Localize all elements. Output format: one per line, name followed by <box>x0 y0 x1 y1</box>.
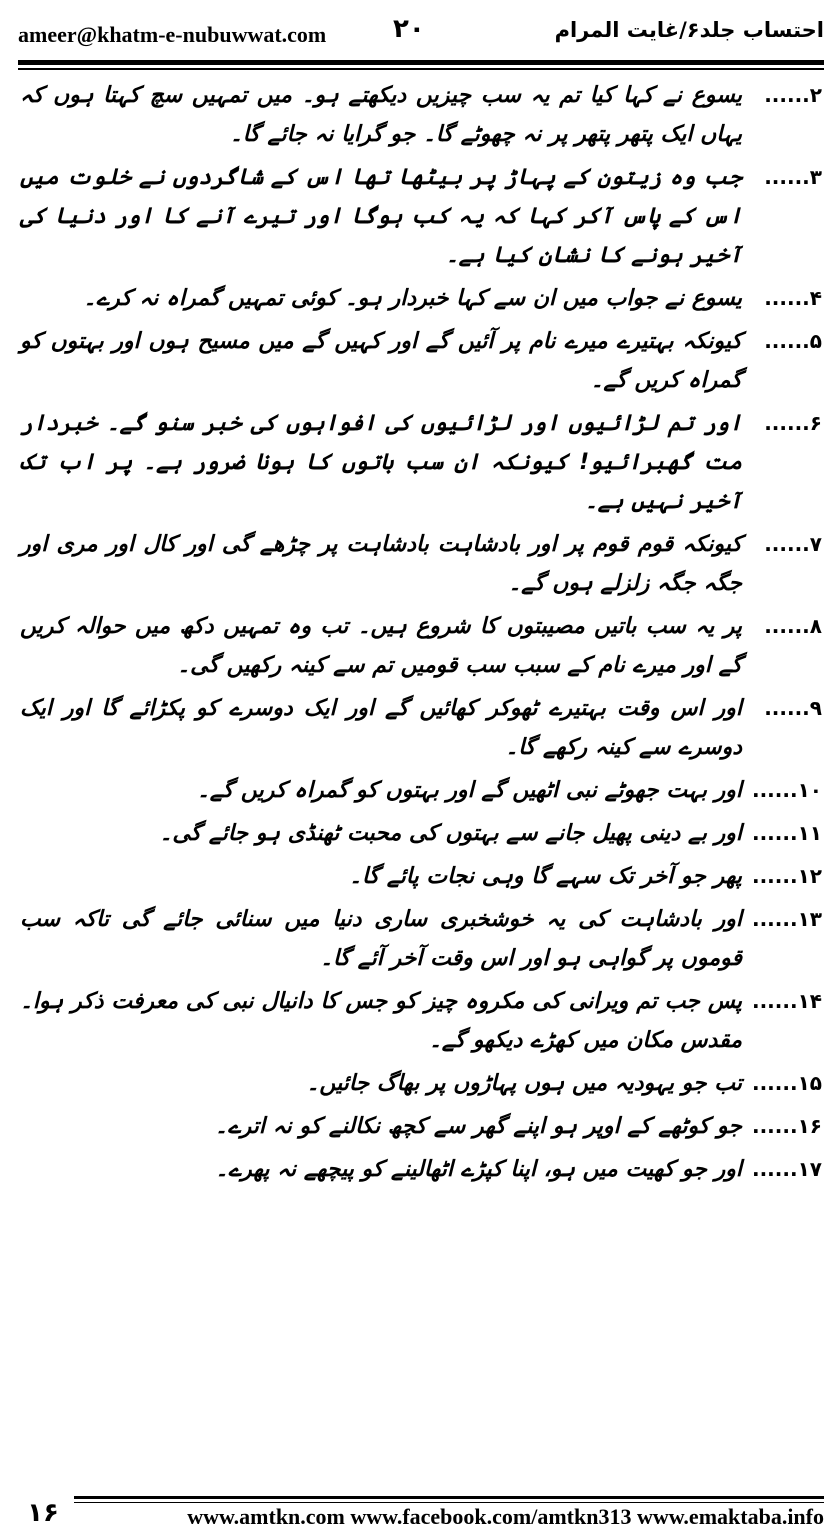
verse-number: ۲...... <box>764 83 822 107</box>
verse-text: اور جو کھیت میں ہو، اپنا کپڑے اٹھالینے کو پیچھے نہ پھرے۔ <box>215 1157 742 1182</box>
verse-number: ۱۱...... <box>751 821 822 845</box>
verse-item <box>20 982 822 1060</box>
verse-number: ۱۵...... <box>751 1071 822 1095</box>
verse-number: ۱۲...... <box>751 864 822 888</box>
header-page-number: ۲۰ <box>393 14 425 44</box>
verse-item <box>20 1150 822 1189</box>
header-rule-thin <box>18 68 824 70</box>
verse-text: یسوع نے جواب میں ان سے کہا خبردار ہو۔ کوئی تمہیں گمراہ نہ کرے۔ <box>83 286 742 311</box>
footer-page-number: ۱۶ <box>27 1498 59 1528</box>
verse-number: ۶...... <box>764 411 822 435</box>
verse-number: ۱۴...... <box>751 989 822 1013</box>
verse-item <box>20 857 822 896</box>
verse-text: یسوع نے کہا کیا تم یہ سب چیزیں دیکھتے ہو۔ میں تمہیں سچ کہتا ہوں کہ یہاں ایک پتھر پتھر پر نہ چھوٹے گا۔ جو گرایا نہ جائے گا۔ <box>20 83 742 147</box>
verse-text: پر یہ سب باتیں مصیبتوں کا شروع ہیں۔ تب وہ تمہیں دکھ میں حوالہ کریں گے اور میرے نام کے سبب سب قومیں تم سے کینہ رکھیں گی۔ <box>20 614 742 678</box>
header-email: ameer@khatm-e-nubuwwat.com <box>18 22 327 47</box>
verse-item <box>20 322 822 400</box>
verse-item <box>20 525 822 603</box>
verse-text: اور اس وقت بہتیرے ٹھوکر کھائیں گے اور ایک دوسرے کو پکڑائے گا اور ایک دوسرے سے کینہ رکھے گا۔ <box>20 696 742 760</box>
verse-text: اور بے دینی پھیل جانے سے بہتوں کی محبت ٹھنڈی ہو جائے گی۔ <box>159 821 742 846</box>
footer-rule-thick <box>74 1496 824 1499</box>
verse-item <box>20 1107 822 1146</box>
verse-item <box>20 900 822 978</box>
verse-item <box>20 1064 822 1103</box>
verse-number: ۵...... <box>764 329 822 353</box>
header-rule-thick <box>18 60 824 65</box>
verse-item <box>20 76 822 154</box>
verse-item <box>20 607 822 685</box>
footer-rule-thin <box>74 1502 824 1503</box>
verse-item <box>20 279 822 318</box>
verse-list <box>20 76 822 1193</box>
page-footer <box>18 1494 824 1532</box>
header-book-title: احتساب جلد۶/غایت المرام <box>554 18 824 42</box>
verse-item <box>20 814 822 853</box>
verse-number: ۴...... <box>764 286 822 310</box>
verse-number: ۸...... <box>764 614 822 638</box>
verse-text: تب جو یہودیہ میں ہوں پہاڑوں پر بھاگ جائیں۔ <box>306 1071 742 1096</box>
verse-item <box>20 158 822 275</box>
verse-text: اور تم لڑائیوں اور لڑائیوں کی افواہوں کی خبر سنو گے۔ خبردار مت گھبرائیو! کیونکہ ان سب باتوں کا ہونا ضرور ہے۔ پر اب تک آخیر نہیں ہے۔ <box>20 411 742 514</box>
verse-number: ۱۷...... <box>751 1157 822 1181</box>
verse-item <box>20 404 822 521</box>
page-header <box>18 14 824 58</box>
verse-number: ۱۶...... <box>751 1114 822 1138</box>
verse-text: اور بادشاہت کی یہ خوشخبری ساری دنیا میں سنائی جائے گی تاکہ سب قوموں پر گواہی ہو اور اس وقت آخر آئے گا۔ <box>20 907 742 971</box>
verse-number: ۹...... <box>764 696 822 720</box>
verse-text: جب وہ زیتون کے پہاڑ پر بیٹھا تھا اس کے شاگردوں نے خلوت میں اس کے پاس آکر کہا کہ یہ کب ہوگا اور تیرے آنے کا اور دنیا کی آخیر ہونے کا نشان کیا ہے۔ <box>20 165 742 268</box>
footer-links: www.amtkn.com www.facebook.com/amtkn313 www.emaktaba.info <box>187 1504 824 1529</box>
verse-number: ۱۰...... <box>751 778 822 802</box>
verse-text: پس جب تم ویرانی کی مکروہ چیز کو جس کا دانیال نبی کی معرفت ذکر ہوا۔ مقدس مکان میں کھڑے دیکھو گے۔ <box>20 989 742 1053</box>
verse-number: ۳...... <box>764 165 822 189</box>
verse-number: ۷...... <box>764 532 822 556</box>
verse-number: ۱۳...... <box>751 907 822 931</box>
verse-text: کیونکہ قوم قوم پر اور بادشاہت بادشاہت پر چڑھے گی اور کال اور مری اور جگہ جگہ زلزلے ہوں گے۔ <box>20 532 742 596</box>
verse-text: پھر جو آخر تک سہے گا وہی نجات پائے گا۔ <box>349 864 742 889</box>
verse-item <box>20 771 822 810</box>
verse-item <box>20 689 822 767</box>
verse-text: جو کوٹھے کے اوپر ہو اپنے گھر سے کچھ نکالنے کو نہ اترے۔ <box>214 1114 742 1139</box>
verse-text: اور بہت جھوٹے نبی اٹھیں گے اور بہتوں کو گمراہ کریں گے۔ <box>196 778 742 803</box>
verse-text: کیونکہ بہتیرے میرے نام پر آئیں گے اور کہیں گے میں مسیح ہوں اور بہتوں کو گمراہ کریں گے۔ <box>20 329 742 393</box>
